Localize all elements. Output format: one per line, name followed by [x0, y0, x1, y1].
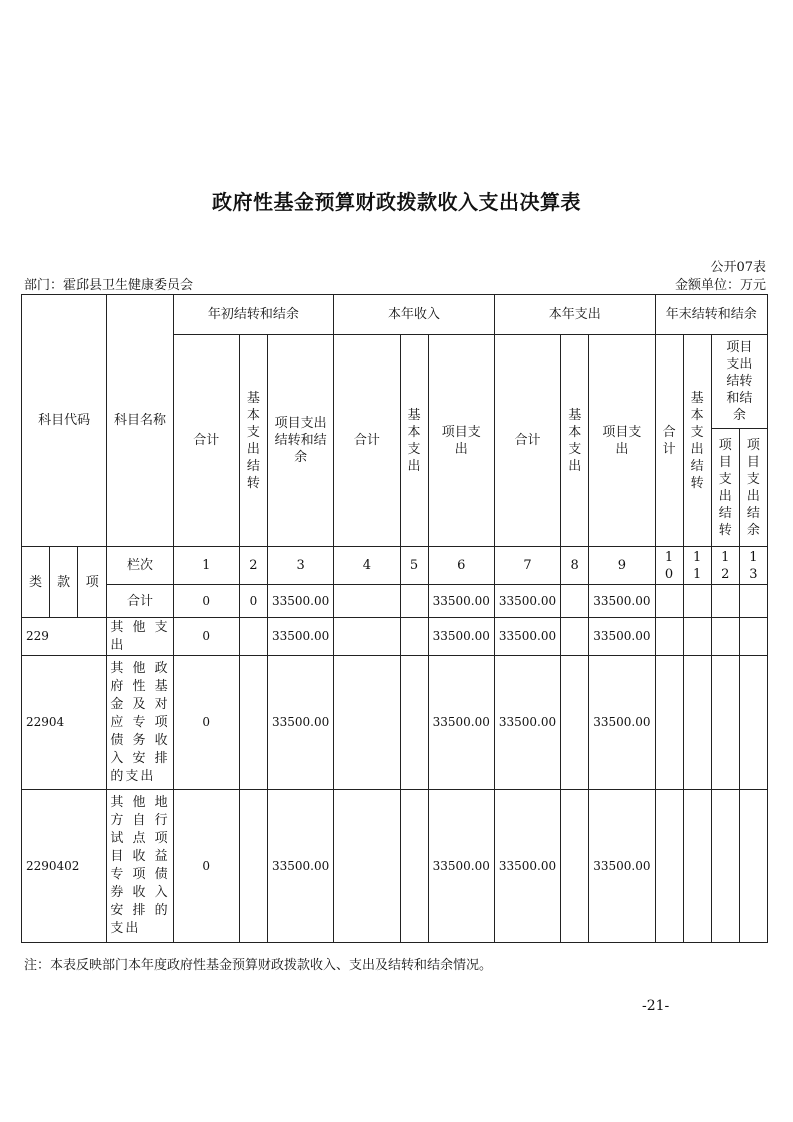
cell — [711, 656, 739, 790]
cell: 33500.00 — [428, 656, 494, 790]
cell: 33500.00 — [267, 790, 333, 943]
col-number-text: 13 — [749, 549, 758, 582]
cell — [739, 656, 767, 790]
col-number-text: 12 — [721, 549, 730, 582]
cell — [655, 618, 683, 656]
cell — [334, 618, 400, 656]
col-number — [739, 547, 767, 585]
row-name: 其他政府性基金及对应专项债务收入安排的支出 — [107, 656, 173, 790]
cell — [239, 656, 267, 790]
cell: 33500.00 — [494, 790, 560, 943]
cell: 33500.00 — [428, 585, 494, 618]
cell: 33500.00 — [589, 618, 655, 656]
page-title: 政府性基金预算财政拨款收入支出决算表 — [212, 190, 581, 214]
cell — [683, 656, 711, 790]
header-income-project — [428, 335, 494, 547]
row-name: 合计 — [107, 585, 173, 618]
header-group-begin: 年初结转和结余 — [173, 295, 334, 335]
cell: 0 — [173, 790, 239, 943]
header-end-project-group-text: 项目支出结转和结余 — [726, 340, 753, 423]
header-expense-project-text: 项目支出 — [602, 424, 642, 457]
header-expense-total: 合计 — [494, 335, 560, 547]
cell: 0 — [239, 585, 267, 618]
cell: 33500.00 — [267, 656, 333, 790]
col-number: 5 — [400, 547, 428, 585]
header-subject-code: 科目代码 — [22, 295, 107, 547]
header-expense-basic — [561, 335, 589, 547]
header-expense-basic-text: 基本支出 — [568, 407, 582, 474]
column-label: 栏次 — [107, 547, 173, 585]
cell: 33500.00 — [267, 618, 333, 656]
col-number: 8 — [561, 547, 589, 585]
header-income-basic — [400, 335, 428, 547]
cell — [655, 790, 683, 943]
cell: 0 — [173, 618, 239, 656]
cell — [655, 585, 683, 618]
cell — [400, 656, 428, 790]
header-begin-basic-text: 基本支出结转 — [246, 390, 260, 491]
col-number: 4 — [334, 547, 400, 585]
cell — [334, 656, 400, 790]
col-number: 7 — [494, 547, 560, 585]
cell — [683, 618, 711, 656]
cell — [739, 790, 767, 943]
header-class: 类 — [22, 547, 50, 618]
col-number: 6 — [428, 547, 494, 585]
cell — [711, 585, 739, 618]
cell — [739, 618, 767, 656]
header-group-end-text: 年末结转和结余 — [665, 307, 757, 322]
header-end-project-carry-text: 项目支出结转 — [718, 437, 732, 538]
cell — [561, 618, 589, 656]
header-subject-name-text: 科目名称 — [113, 413, 166, 428]
header-group-income: 本年收入 — [334, 295, 495, 335]
cell — [561, 585, 589, 618]
cell: 33500.00 — [494, 585, 560, 618]
col-number: 3 — [267, 547, 333, 585]
unit-label: 金额单位：万元 — [674, 278, 766, 293]
cell: 33500.00 — [494, 618, 560, 656]
col-number: 2 — [239, 547, 267, 585]
header-subject-name — [107, 295, 173, 547]
cell — [239, 618, 267, 656]
row-code: 2290402 — [22, 790, 107, 943]
table-row — [22, 618, 768, 656]
cell — [711, 790, 739, 943]
cell — [711, 618, 739, 656]
department-label: 部门：霍邱县卫生健康委员会 — [24, 278, 194, 293]
cell: 33500.00 — [494, 656, 560, 790]
cell: 33500.00 — [428, 790, 494, 943]
cell: 33500.00 — [428, 618, 494, 656]
cell: 33500.00 — [589, 585, 655, 618]
cell — [561, 656, 589, 790]
header-end-total — [655, 335, 683, 547]
cell — [683, 790, 711, 943]
cell: 33500.00 — [589, 656, 655, 790]
cell — [400, 790, 428, 943]
header-end-project-balance-text: 项目支出结余 — [746, 437, 760, 538]
table-number: 公开07表 — [710, 260, 766, 275]
row-name: 其他地方自行试点项目收益专项债券收入安排的支出 — [107, 790, 173, 943]
header-begin-project — [267, 335, 333, 547]
cell: 0 — [173, 585, 239, 618]
budget-table — [21, 294, 768, 943]
header-sub-item: 项 — [78, 547, 107, 618]
header-item: 款 — [50, 547, 78, 618]
cell — [239, 790, 267, 943]
cell — [655, 656, 683, 790]
header-end-basic-text: 基本支出结转 — [690, 390, 704, 491]
cell — [334, 585, 400, 618]
page-number: -21- — [642, 998, 670, 1014]
row-name: 其他支出 — [107, 618, 173, 656]
col-number-text: 10 — [664, 549, 674, 582]
col-number — [683, 547, 711, 585]
cell: 33500.00 — [589, 790, 655, 943]
footnote: 注：本表反映部门本年度政府性基金预算财政拨款收入、支出及结转和结余情况。 — [24, 958, 493, 973]
col-number: 9 — [589, 547, 655, 585]
header-expense-project — [589, 335, 655, 547]
table-row — [22, 790, 768, 943]
header-begin-basic — [239, 335, 267, 547]
col-number — [711, 547, 739, 585]
cell — [561, 790, 589, 943]
header-begin-total: 合计 — [173, 335, 239, 547]
header-end-total-text: 合计 — [662, 424, 676, 457]
table-row — [22, 585, 768, 618]
header-end-project-group — [711, 335, 767, 429]
row-code: 229 — [22, 618, 107, 656]
cell — [334, 790, 400, 943]
header-end-project-balance — [739, 429, 767, 547]
header-income-total: 合计 — [334, 335, 400, 547]
header-income-project-text: 项目支出 — [441, 424, 481, 457]
header-income-basic-text: 基本支出 — [407, 407, 421, 474]
cell — [400, 585, 428, 618]
header-end-basic — [683, 335, 711, 547]
col-number-text: 11 — [693, 549, 702, 582]
header-begin-project-text: 项目支出结转和结余 — [274, 416, 327, 465]
cell — [683, 585, 711, 618]
table-row — [22, 656, 768, 790]
cell — [739, 585, 767, 618]
cell: 33500.00 — [267, 585, 333, 618]
row-code: 22904 — [22, 656, 107, 790]
cell: 0 — [173, 656, 239, 790]
col-number: 1 — [173, 547, 239, 585]
col-number — [655, 547, 683, 585]
header-group-end — [655, 295, 767, 335]
header-group-expense: 本年支出 — [494, 295, 655, 335]
header-end-project-carry — [711, 429, 739, 547]
cell — [400, 618, 428, 656]
